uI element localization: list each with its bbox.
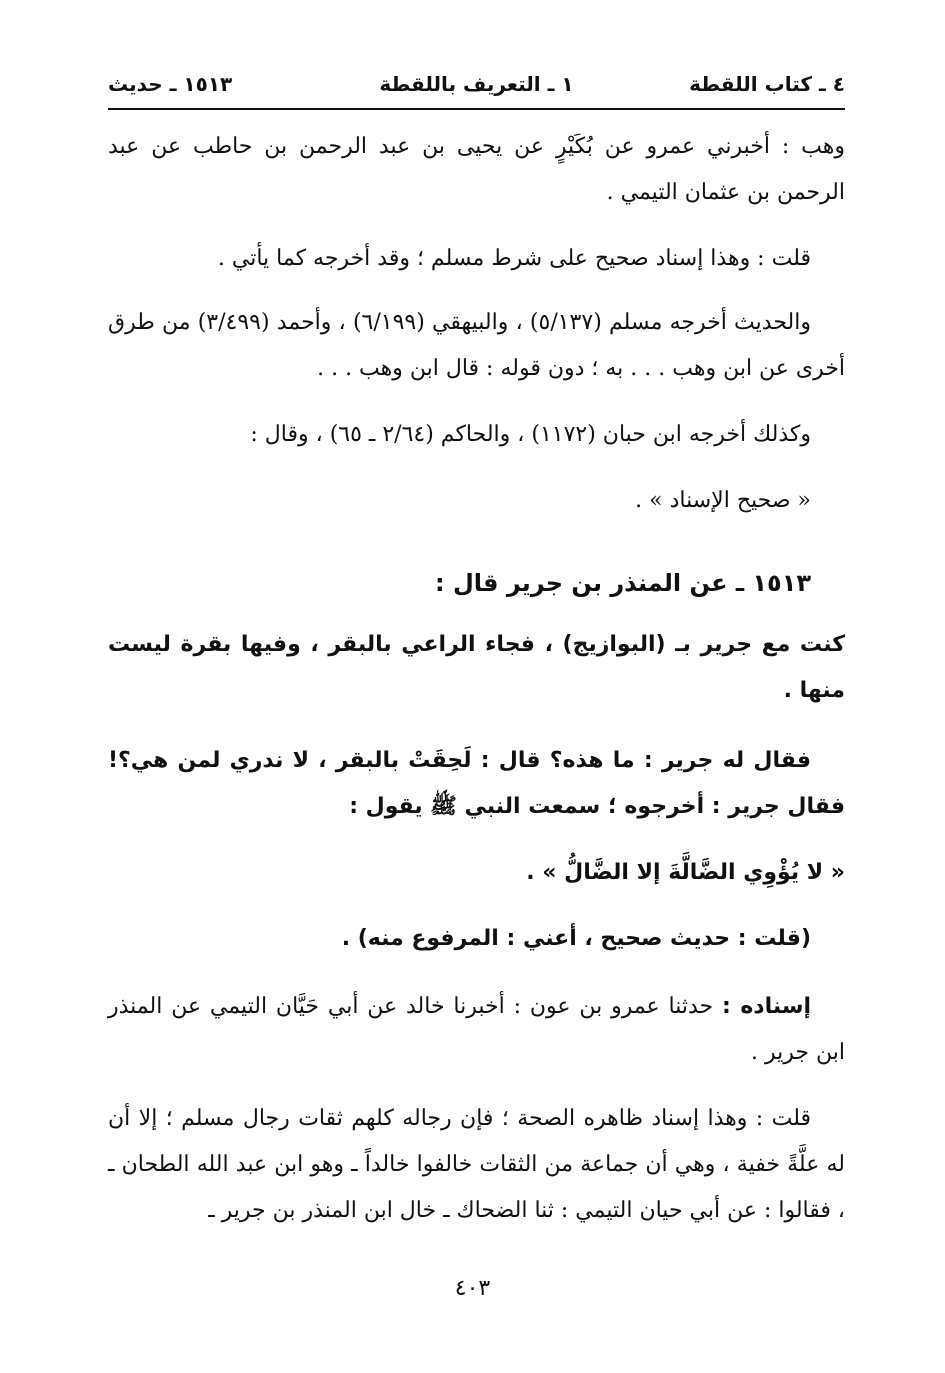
header-chapter-title: ١ ـ التعريف باللقطة <box>379 72 574 96</box>
paragraph-hakim-quote: « صحيح الإسناد » . <box>635 488 811 513</box>
paragraph-sources: والحديث أخرجه مسلم (٥/١٣٧) ، والبيهقي (٦/١٩٩) ، وأحمد (٣/٤٩٩) من طرق أخرى عن ابن وهب . . . به ؛ دون قوله : قال ابن وهب . . . <box>108 310 845 381</box>
running-header <box>108 70 845 106</box>
hadith-title: ١٥١٣ ـ عن المنذر بن جرير قال : <box>434 569 811 597</box>
page-number: ٤٠٣ <box>454 1276 491 1301</box>
hadith-text-2: فقال له جرير : ما هذه؟ قال : لَحِقَتْ بالبقر ، لا ندري لمن هي؟! فقال جرير : أخرجوه ؛ سمعت النبي ﷺ يقول : <box>108 748 845 819</box>
header-hadith-ref: ١٥١٣ ـ حديث <box>108 72 233 96</box>
paragraph-authentication: قلت : وهذا إسناد صحيح على شرط مسلم ؛ وقد أخرجه كما يأتي . <box>217 246 811 271</box>
hadith-grading: (قلت : حديث صحيح ، أعني : المرفوع منه) . <box>341 926 811 951</box>
hadith-text-1: كنت مع جرير بـ (البوازيج) ، فجاء الراعي بالبقر ، وفيها بقرة ليست منها . <box>108 632 845 703</box>
header-book-title: ٤ ـ كتاب اللقطة <box>689 72 845 96</box>
paragraph-isnad-continuation: وهب : أخبرني عمرو عن بُكَيْرٍ عن يحيى بن عبد الرحمن بن حاطب عن عبد الرحمن بن عثمان التيمي . <box>108 134 845 205</box>
header-divider <box>108 108 845 110</box>
paragraph-isnad <box>108 984 845 1076</box>
paragraph-illah-note: قلت : وهذا إسناد ظاهره الصحة ؛ فإن رجاله كلهم ثقات رجال مسلم ؛ إلا أن له علَّةً خفية ، وهي أن جماعة من الثقات خالفوا خالداً ـ وهو ابن عبد الله الطحان ـ ، فقالوا : عن أبي حيان التيمي : ثنا الضحاك ـ خال ابن المنذر بن جرير ـ <box>108 1106 845 1223</box>
isnad-text: حدثنا عمرو بن عون : أخبرنا خالد عن أبي حَيَّان التيمي عن المنذر ابن جرير . <box>108 994 845 1065</box>
isnad-label: إسناده : <box>722 994 812 1019</box>
hadith-prophetic-quote: « لا يُؤْوِي الضَّالَّةَ إلا الضَّالُّ » . <box>526 860 845 885</box>
paragraph-ibn-hibban: وكذلك أخرجه ابن حبان (١١٧٢) ، والحاكم (٢/٦٤ ـ ٦٥) ، وقال : <box>250 422 811 447</box>
